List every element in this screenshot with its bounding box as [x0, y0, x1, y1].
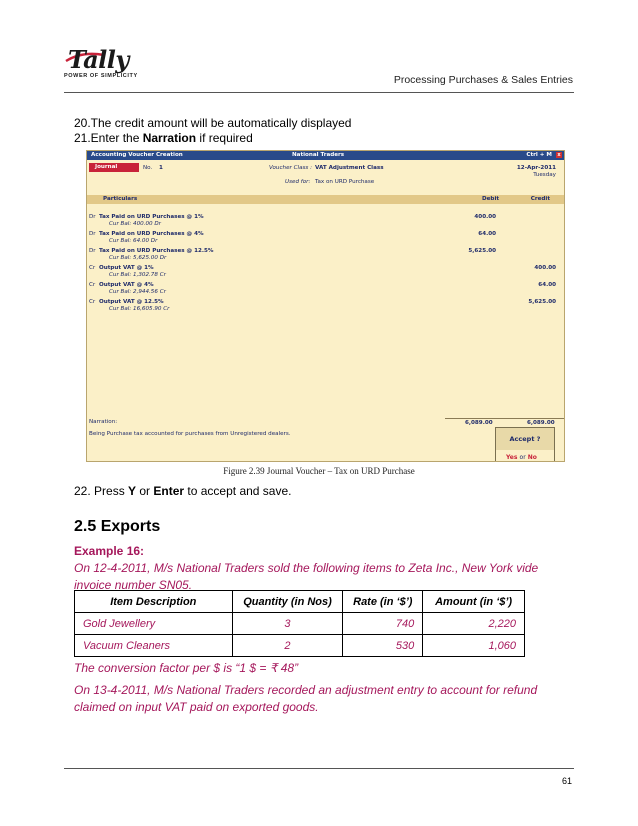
used-for-label: Used for: — [285, 179, 311, 185]
example-paragraph-3: On 13-4-2011, M/s National Traders recorded an adjustment entry to account for refund claimed on input VAT paid on exported goods. — [74, 683, 538, 714]
tally-shortcut: Ctrl + M — [526, 152, 552, 158]
cell-rate: 740 — [343, 613, 423, 635]
entry-ledger[interactable]: Tax Paid on URD Purchases @ 12.5% — [99, 248, 214, 254]
entry-debit: 400.00 — [474, 214, 496, 220]
header-section-title: Processing Purchases & Sales Entries — [393, 74, 573, 86]
total-credit: 6,089.00 — [527, 420, 555, 426]
voucher-date: 12-Apr-2011 — [516, 165, 556, 171]
voucher-type-badge[interactable]: Journal — [89, 163, 139, 172]
entry-type: Cr — [89, 299, 96, 305]
accept-dialog — [495, 427, 555, 462]
tally-voucher-screen — [86, 150, 565, 462]
cell-amount: 1,060 — [423, 635, 525, 657]
col-debit: Debit — [482, 196, 500, 202]
table-row — [75, 635, 525, 657]
step-22-p2: or — [136, 484, 154, 498]
th-rate: Rate (in ‘$’) — [343, 591, 423, 613]
narration-text[interactable]: Being Purchase tax accounted for purchases from Unregistered dealers. — [89, 431, 291, 437]
example-paragraph-1: On 12-4-2011, M/s National Traders sold the following items to Zeta Inc., New York vide invoice number SN05. — [74, 561, 539, 592]
entry-ledger[interactable]: Tax Paid on URD Purchases @ 1% — [99, 214, 204, 220]
cell-item: Vacuum Cleaners — [75, 635, 233, 657]
example-title: Example 16: — [74, 544, 145, 558]
voucher-class-label: Voucher Class : — [269, 165, 312, 171]
accept-dialog-title: Accept ? — [496, 428, 554, 450]
section-heading: 2.5 Exports — [74, 518, 161, 535]
tally-window-title: Accounting Voucher Creation — [91, 152, 183, 158]
entry-type: Cr — [89, 282, 96, 288]
tally-company: National Traders — [292, 152, 345, 158]
total-debit: 6,089.00 — [465, 420, 493, 426]
entry-current-balance: Cur Bal: 64.00 Dr — [109, 238, 158, 244]
cell-quantity: 3 — [232, 613, 343, 635]
entry-credit: 64.00 — [538, 282, 556, 288]
th-quantity: Quantity (in Nos) — [232, 591, 343, 613]
step-21-prefix: 21.Enter the — [74, 131, 143, 145]
tally-logo — [64, 45, 154, 85]
example-paragraph-2: The conversion factor per $ is “1 $ = ₹ 48” — [74, 661, 299, 675]
accept-options — [506, 454, 537, 461]
entry-ledger[interactable]: Output VAT @ 12.5% — [99, 299, 164, 305]
or-text: or — [519, 454, 526, 461]
step-21-bold: Narration — [142, 131, 197, 145]
entry-ledger[interactable]: Output VAT @ 4% — [99, 282, 154, 288]
step-22-p3: to accept and save. — [184, 484, 292, 498]
step-22-p1: 22. Press — [74, 484, 129, 498]
logo-word: Tally — [68, 45, 129, 74]
step-22 — [74, 484, 291, 498]
entry-ledger[interactable]: Output VAT @ 1% — [99, 265, 154, 271]
tally-title-bar — [87, 151, 564, 160]
cell-quantity: 2 — [232, 635, 343, 657]
footer-divider — [64, 768, 574, 769]
entry-debit: 5,625.00 — [468, 248, 496, 254]
step-21-suffix: if required — [196, 131, 253, 145]
table-row — [75, 613, 525, 635]
voucher-no-value: 1 — [159, 165, 163, 171]
entry-debit: 64.00 — [478, 231, 496, 237]
figure-caption: Figure 2.39 Journal Voucher – Tax on URD Purchase — [223, 466, 415, 476]
entry-current-balance: Cur Bal: 2,944.56 Cr — [109, 289, 166, 295]
narration-label: Narration: — [89, 419, 118, 425]
th-item-description: Item Description — [75, 591, 233, 613]
particulars-header-row — [87, 195, 564, 204]
entry-credit: 5,625.00 — [528, 299, 556, 305]
total-rule — [445, 418, 565, 419]
items-table-header — [75, 591, 525, 613]
items-table — [74, 590, 525, 657]
close-icon[interactable]: x — [557, 152, 561, 158]
step-21 — [74, 131, 253, 145]
entry-current-balance: Cur Bal: 5,625.00 Dr — [109, 255, 167, 261]
entry-type: Dr — [89, 248, 96, 254]
logo-tagline: POWER OF SIMPLICITY — [64, 73, 138, 79]
entry-type: Dr — [89, 231, 96, 237]
entry-type: Cr — [89, 265, 96, 271]
no-button[interactable]: No — [527, 454, 537, 461]
header-divider — [64, 92, 574, 93]
col-credit: Credit — [530, 196, 550, 202]
step-22-key-y: Y — [128, 484, 137, 498]
entry-type: Dr — [89, 214, 96, 220]
page-number: 61 — [561, 776, 572, 786]
entry-ledger[interactable]: Tax Paid on URD Purchases @ 4% — [99, 231, 204, 237]
col-particulars: Particulars — [103, 196, 138, 202]
cell-amount: 2,220 — [423, 613, 525, 635]
cell-item: Gold Jewellery — [75, 613, 233, 635]
yes-button[interactable]: Yes — [506, 454, 518, 461]
entry-credit: 400.00 — [534, 265, 556, 271]
step-22-key-enter: Enter — [153, 484, 185, 498]
entry-current-balance: Cur Bal: 400.00 Dr — [109, 221, 161, 227]
used-for-value: Tax on URD Purchase — [315, 179, 375, 185]
voucher-class-value[interactable]: VAT Adjustment Class — [315, 165, 384, 171]
th-amount: Amount (in ‘$’) — [423, 591, 525, 613]
entry-current-balance: Cur Bal: 1,302.78 Cr — [109, 272, 166, 278]
voucher-no-label: No. — [143, 165, 153, 171]
voucher-day: Tuesday — [533, 172, 556, 178]
step-20: 20.The credit amount will be automatically displayed — [74, 116, 352, 130]
cell-rate: 530 — [343, 635, 423, 657]
entry-current-balance: Cur Bal: 16,605.90 Cr — [109, 306, 170, 312]
